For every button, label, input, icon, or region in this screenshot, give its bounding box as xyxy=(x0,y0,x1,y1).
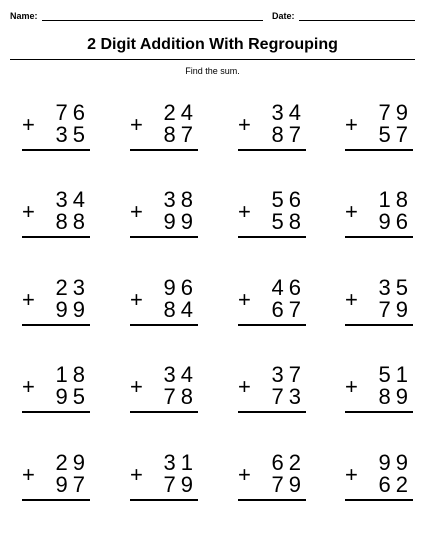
addition-problem xyxy=(22,277,90,337)
top-addend: 23 xyxy=(55,275,90,300)
plus-sign: + xyxy=(345,112,358,137)
addition-problem xyxy=(130,364,198,424)
top-addend: 34 xyxy=(163,362,198,387)
bottom-addend: 99 xyxy=(55,297,90,322)
plus-sign: + xyxy=(130,374,143,399)
top-addend: 62 xyxy=(271,450,306,475)
bottom-addend: 73 xyxy=(271,384,306,409)
answer-line[interactable] xyxy=(345,411,413,413)
top-addend: 34 xyxy=(271,100,306,125)
bottom-addend: 58 xyxy=(271,209,306,234)
answer-line[interactable] xyxy=(22,324,90,326)
top-addend: 46 xyxy=(271,275,306,300)
name-blank-line[interactable] xyxy=(42,11,263,21)
top-addend: 18 xyxy=(378,187,413,212)
bottom-addend: 67 xyxy=(271,297,306,322)
answer-line[interactable] xyxy=(345,324,413,326)
bottom-addend: 62 xyxy=(378,472,413,497)
addition-problem xyxy=(345,189,413,249)
top-addend: 99 xyxy=(378,450,413,475)
addition-problem xyxy=(130,452,198,512)
addition-problem xyxy=(22,102,90,162)
answer-line[interactable] xyxy=(238,149,306,151)
plus-sign: + xyxy=(345,374,358,399)
bottom-addend: 95 xyxy=(55,384,90,409)
answer-line[interactable] xyxy=(22,411,90,413)
answer-line[interactable] xyxy=(345,149,413,151)
answer-line[interactable] xyxy=(130,149,198,151)
bottom-addend: 35 xyxy=(55,122,90,147)
answer-line[interactable] xyxy=(238,411,306,413)
addition-problem xyxy=(130,277,198,337)
bottom-addend: 89 xyxy=(378,384,413,409)
date-blank-line[interactable] xyxy=(299,11,415,21)
answer-line[interactable] xyxy=(345,499,413,501)
plus-sign: + xyxy=(238,199,251,224)
date-label: Date: xyxy=(272,11,295,21)
addition-problem xyxy=(238,452,306,512)
top-addend: 79 xyxy=(378,100,413,125)
plus-sign: + xyxy=(238,112,251,137)
plus-sign: + xyxy=(22,287,35,312)
bottom-addend: 79 xyxy=(271,472,306,497)
addition-problem xyxy=(22,189,90,249)
name-label: Name: xyxy=(10,11,38,21)
top-addend: 96 xyxy=(163,275,198,300)
plus-sign: + xyxy=(22,112,35,137)
plus-sign: + xyxy=(238,374,251,399)
date-field[interactable] xyxy=(272,11,415,21)
top-addend: 29 xyxy=(55,450,90,475)
top-addend: 31 xyxy=(163,450,198,475)
addition-problem xyxy=(345,102,413,162)
answer-line[interactable] xyxy=(130,411,198,413)
bottom-addend: 97 xyxy=(55,472,90,497)
answer-line[interactable] xyxy=(22,499,90,501)
answer-line[interactable] xyxy=(345,236,413,238)
answer-line[interactable] xyxy=(238,236,306,238)
top-addend: 51 xyxy=(378,362,413,387)
top-addend: 56 xyxy=(271,187,306,212)
bottom-addend: 99 xyxy=(163,209,198,234)
bottom-addend: 87 xyxy=(163,122,198,147)
plus-sign: + xyxy=(22,199,35,224)
answer-line[interactable] xyxy=(238,499,306,501)
answer-line[interactable] xyxy=(130,499,198,501)
answer-line[interactable] xyxy=(130,236,198,238)
plus-sign: + xyxy=(130,462,143,487)
answer-line[interactable] xyxy=(238,324,306,326)
top-addend: 34 xyxy=(55,187,90,212)
addition-problem xyxy=(22,452,90,512)
plus-sign: + xyxy=(22,462,35,487)
worksheet-title: 2 Digit Addition With Regrouping xyxy=(87,36,338,53)
addition-problem xyxy=(238,102,306,162)
addition-problem xyxy=(238,189,306,249)
name-field[interactable] xyxy=(10,11,263,21)
bottom-addend: 84 xyxy=(163,297,198,322)
addition-problem xyxy=(345,277,413,337)
bottom-addend: 87 xyxy=(271,122,306,147)
answer-line[interactable] xyxy=(22,149,90,151)
bottom-addend: 78 xyxy=(163,384,198,409)
answer-line[interactable] xyxy=(130,324,198,326)
addition-problem xyxy=(22,364,90,424)
top-addend: 24 xyxy=(163,100,198,125)
top-addend: 18 xyxy=(55,362,90,387)
plus-sign: + xyxy=(130,112,143,137)
instructions: Find the sum. xyxy=(185,66,240,76)
plus-sign: + xyxy=(238,462,251,487)
bottom-addend: 96 xyxy=(378,209,413,234)
addition-problem xyxy=(130,189,198,249)
plus-sign: + xyxy=(345,462,358,487)
plus-sign: + xyxy=(130,287,143,312)
answer-line[interactable] xyxy=(22,236,90,238)
addition-problem xyxy=(130,102,198,162)
top-addend: 35 xyxy=(378,275,413,300)
plus-sign: + xyxy=(345,199,358,224)
plus-sign: + xyxy=(130,199,143,224)
top-addend: 76 xyxy=(55,100,90,125)
addition-problem xyxy=(238,364,306,424)
addition-problem xyxy=(345,364,413,424)
bottom-addend: 79 xyxy=(378,297,413,322)
bottom-addend: 88 xyxy=(55,209,90,234)
top-addend: 37 xyxy=(271,362,306,387)
bottom-addend: 57 xyxy=(378,122,413,147)
addition-problem xyxy=(345,452,413,512)
plus-sign: + xyxy=(238,287,251,312)
bottom-addend: 79 xyxy=(163,472,198,497)
addition-problem xyxy=(238,277,306,337)
plus-sign: + xyxy=(345,287,358,312)
plus-sign: + xyxy=(22,374,35,399)
top-addend: 38 xyxy=(163,187,198,212)
title-divider xyxy=(10,59,415,60)
